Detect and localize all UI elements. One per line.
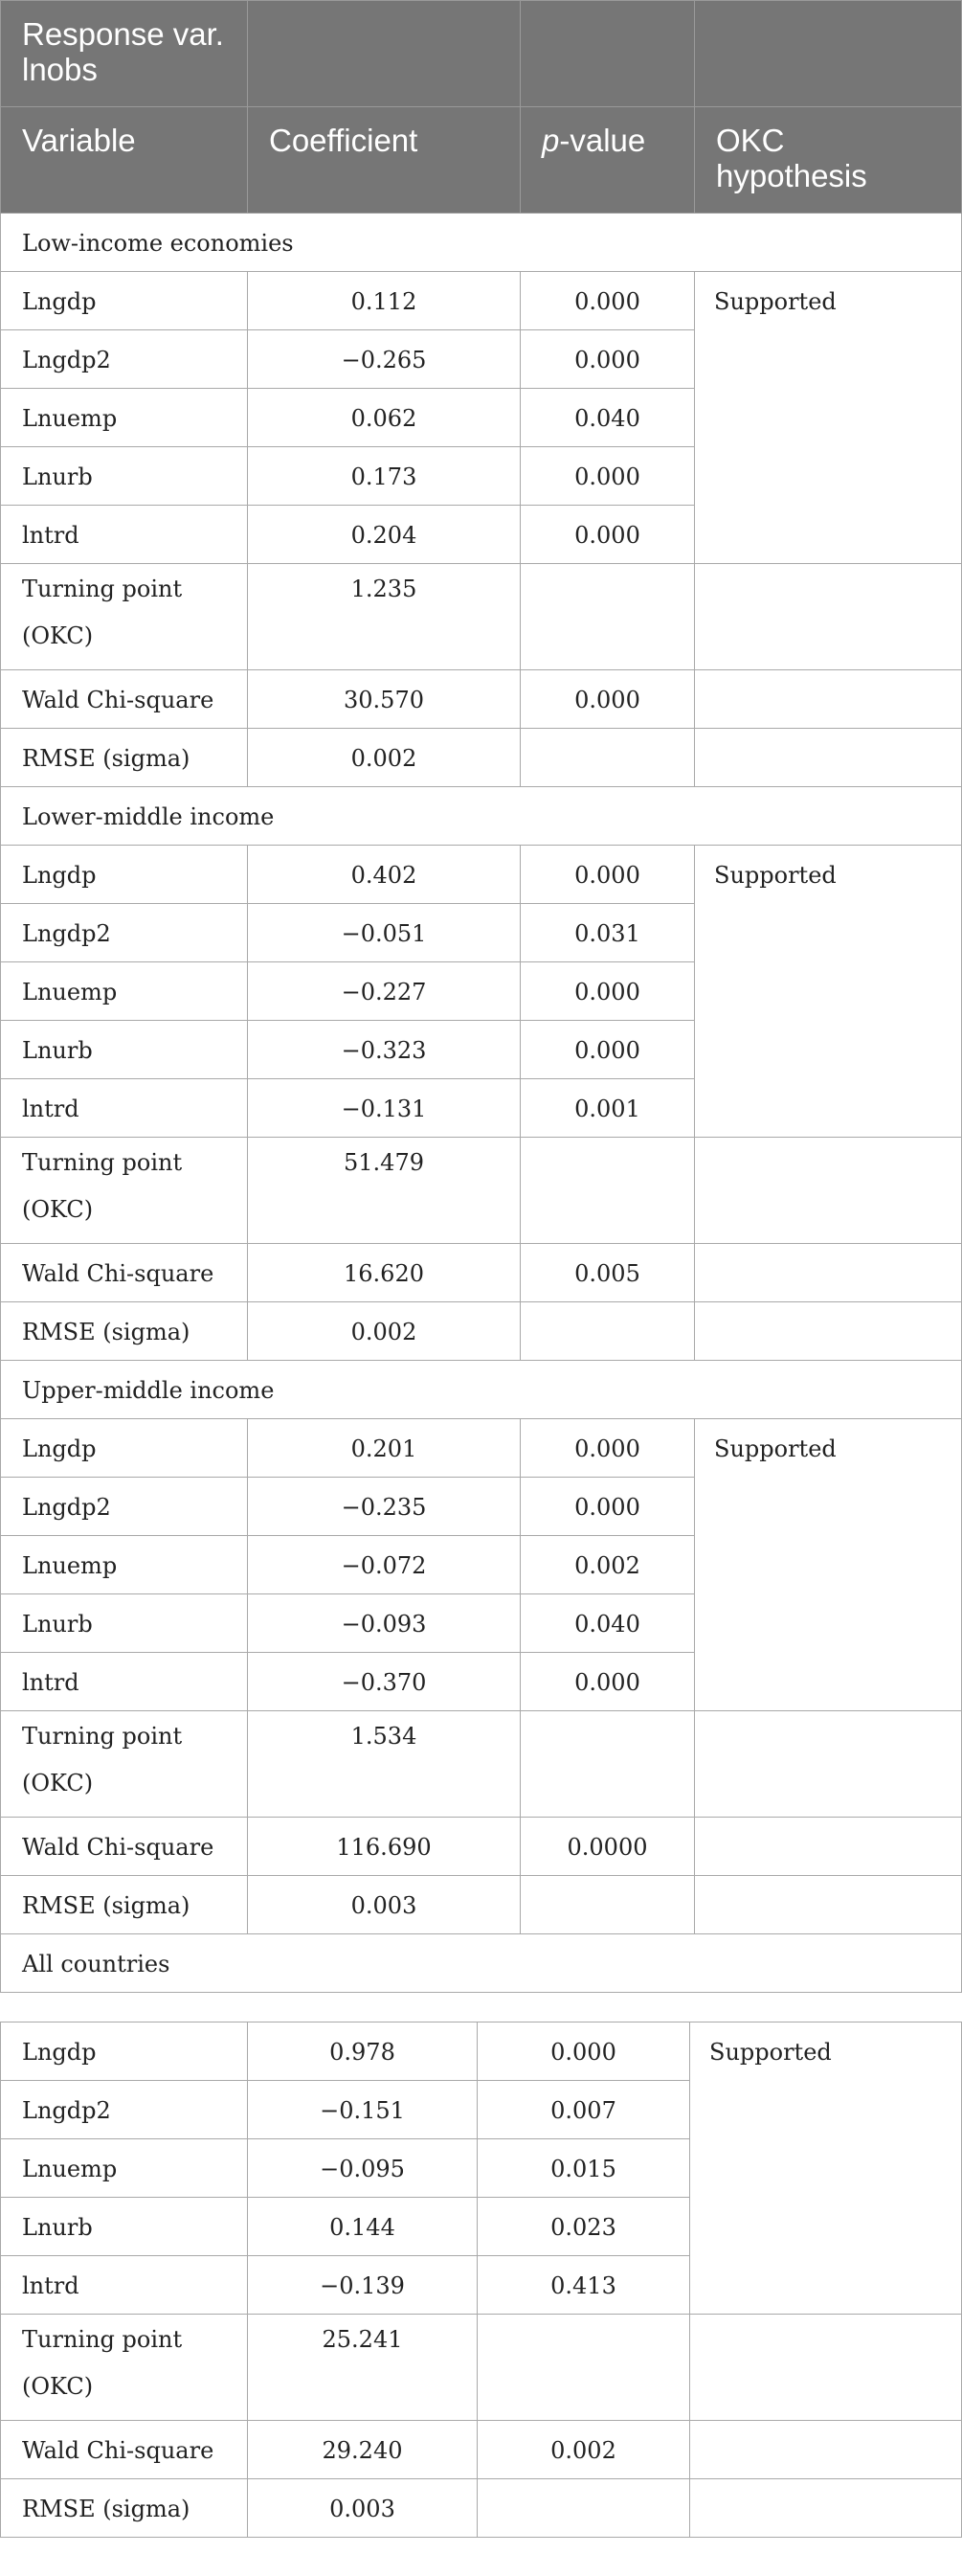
coefficient-cell: −0.370 [248,1653,521,1711]
pvalue-cell: 0.000 [521,1653,695,1711]
variable-cell: lntrd [1,1079,248,1138]
coefficient-cell: 0.112 [248,272,521,330]
variable-cell: Turning point (OKC) [1,1138,248,1244]
pvalue-header-rest: -value [559,123,646,158]
variable-cell: Turning point (OKC) [1,2315,248,2421]
variable-cell: Lnurb [1,447,248,506]
table-row [1,2315,962,2421]
response-var-header: Response var. lnobs [1,1,248,107]
coefficient-cell: 0.173 [248,447,521,506]
pvalue-cell: 0.031 [521,904,695,962]
coefficient-cell: 0.003 [248,1876,521,1934]
okc-hypothesis-cell [695,1138,962,1244]
coefficient-cell: −0.051 [248,904,521,962]
all-countries-table-body [1,2022,962,2538]
pvalue-cell: 0.000 [521,272,695,330]
coefficient-cell: −0.323 [248,1021,521,1079]
table-row [1,1818,962,1876]
coefficient-cell: 1.534 [248,1711,521,1818]
pvalue-cell: 0.0000 [521,1818,695,1876]
okc-hypothesis-cell [695,1302,962,1361]
coefficient-cell: 1.235 [248,564,521,670]
variable-cell: Wald Chi-square [1,1244,248,1302]
coefficient-cell: 25.241 [248,2315,478,2421]
pvalue-cell: 0.005 [521,1244,695,1302]
section-title: All countries [1,1934,962,1993]
variable-cell: Lngdp2 [1,1478,248,1536]
okc-hypothesis-cell: Supported [695,846,962,1138]
pvalue-cell [478,2479,690,2538]
results-table-body [1,214,962,1993]
pvalue-cell: 0.002 [521,1536,695,1594]
variable-cell: Lnurb [1,1594,248,1653]
okc-hypothesis-cell [695,1818,962,1876]
pvalue-cell: 0.000 [478,2022,690,2081]
pvalue-cell: 0.001 [521,1079,695,1138]
table-row [1,564,962,670]
table-row [1,1419,962,1478]
coefficient-cell: 29.240 [248,2421,478,2479]
table-row [1,846,962,904]
pvalue-cell [521,564,695,670]
okc-hypothesis-cell [695,1876,962,1934]
variable-cell: Lngdp2 [1,330,248,389]
table-row [1,2022,962,2081]
coefficient-cell: 0.402 [248,846,521,904]
coefficient-cell: 0.002 [248,1302,521,1361]
variable-cell: Wald Chi-square [1,2421,248,2479]
okc-hypothesis-cell [695,1711,962,1818]
variable-cell: Turning point (OKC) [1,1711,248,1818]
pvalue-header-p: p [542,123,560,158]
okc-hypothesis-cell: Supported [695,1419,962,1711]
table-row [1,729,962,787]
pvalue-cell: 0.000 [521,447,695,506]
pvalue-cell: 0.000 [521,1021,695,1079]
header-empty [695,1,962,107]
variable-cell: Turning point (OKC) [1,564,248,670]
variable-cell: RMSE (sigma) [1,2479,248,2538]
coefficient-cell: −0.131 [248,1079,521,1138]
variable-cell: Lnuemp [1,1536,248,1594]
coefficient-cell: 51.479 [248,1138,521,1244]
pvalue-cell: 0.413 [478,2256,690,2315]
coefficient-cell: −0.093 [248,1594,521,1653]
pvalue-cell: 0.000 [521,1478,695,1536]
pvalue-cell: 0.040 [521,1594,695,1653]
okc-hypothesis-cell [690,2479,962,2538]
okc-hypothesis-cell: Supported [695,272,962,564]
coefficient-cell: 0.003 [248,2479,478,2538]
table-row [1,272,962,330]
coefficient-cell: 0.978 [248,2022,478,2081]
section-header-row [1,214,962,272]
variable-cell: lntrd [1,506,248,564]
coefficient-cell: 16.620 [248,1244,521,1302]
coefficient-cell: 0.002 [248,729,521,787]
variable-cell: RMSE (sigma) [1,729,248,787]
variable-cell: Wald Chi-square [1,1818,248,1876]
section-title: Low-income economies [1,214,962,272]
variable-cell: lntrd [1,1653,248,1711]
table-row [1,670,962,729]
pvalue-cell: 0.000 [521,506,695,564]
pvalue-cell [521,1711,695,1818]
table-row [1,2421,962,2479]
header-row-response [1,1,962,107]
header-empty [248,1,521,107]
variable-cell: Lngdp [1,272,248,330]
pvalue-cell [521,1138,695,1244]
coefficient-cell: −0.139 [248,2256,478,2315]
variable-cell: RMSE (sigma) [1,1876,248,1934]
all-countries-table [0,2022,962,2538]
okc-hypothesis-header: OKC hypothesis [695,107,962,214]
variable-cell: Lnuemp [1,962,248,1021]
pvalue-cell: 0.000 [521,670,695,729]
pvalue-cell: 0.007 [478,2081,690,2139]
coefficient-cell: −0.151 [248,2081,478,2139]
coefficient-cell: 0.062 [248,389,521,447]
pvalue-cell: 0.000 [521,1419,695,1478]
variable-cell: lntrd [1,2256,248,2315]
okc-hypothesis-cell [695,1244,962,1302]
variable-cell: Lngdp [1,2022,248,2081]
coefficient-cell: −0.235 [248,1478,521,1536]
variable-header: Variable [1,107,248,214]
variable-cell: Wald Chi-square [1,670,248,729]
table-gap [0,1993,962,2022]
pvalue-cell [521,729,695,787]
table-row [1,1711,962,1818]
pvalue-cell: 0.000 [521,962,695,1021]
coefficient-header: Coefficient [248,107,521,214]
section-header-row [1,1361,962,1419]
table-row [1,2479,962,2538]
header-empty [521,1,695,107]
coefficient-cell: 30.570 [248,670,521,729]
variable-cell: Lngdp [1,1419,248,1478]
pvalue-cell: 0.002 [478,2421,690,2479]
coefficient-cell: −0.265 [248,330,521,389]
coefficient-cell: −0.095 [248,2139,478,2198]
variable-cell: Lnuemp [1,2139,248,2198]
coefficient-cell: 0.204 [248,506,521,564]
table-row [1,1302,962,1361]
variable-cell: Lngdp2 [1,904,248,962]
coefficient-cell: −0.072 [248,1536,521,1594]
okc-hypothesis-cell [695,729,962,787]
variable-cell: Lnuemp [1,389,248,447]
pvalue-cell: 0.000 [521,330,695,389]
header-row-columns [1,107,962,214]
pvalue-cell [521,1302,695,1361]
table-row [1,1876,962,1934]
coefficient-cell: 0.201 [248,1419,521,1478]
table-row [1,1244,962,1302]
pvalue-cell: 0.040 [521,389,695,447]
pvalue-cell: 0.023 [478,2198,690,2256]
variable-cell: Lngdp2 [1,2081,248,2139]
variable-cell: RMSE (sigma) [1,1302,248,1361]
coefficient-cell: −0.227 [248,962,521,1021]
variable-cell: Lngdp [1,846,248,904]
section-title: Upper-middle income [1,1361,962,1419]
section-header-row [1,1934,962,1993]
pvalue-cell: 0.000 [521,846,695,904]
variable-cell: Lnurb [1,1021,248,1079]
pvalue-cell: 0.015 [478,2139,690,2198]
coefficient-cell: 116.690 [248,1818,521,1876]
coefficient-cell: 0.144 [248,2198,478,2256]
okc-hypothesis-cell [690,2421,962,2479]
pvalue-cell [478,2315,690,2421]
okc-hypothesis-cell [690,2315,962,2421]
okc-hypothesis-cell [695,564,962,670]
table-row [1,1138,962,1244]
okc-hypothesis-cell [695,670,962,729]
section-header-row [1,787,962,846]
pvalue-header [521,107,695,214]
section-title: Lower-middle income [1,787,962,846]
variable-cell: Lnurb [1,2198,248,2256]
okc-hypothesis-cell: Supported [690,2022,962,2315]
pvalue-cell [521,1876,695,1934]
